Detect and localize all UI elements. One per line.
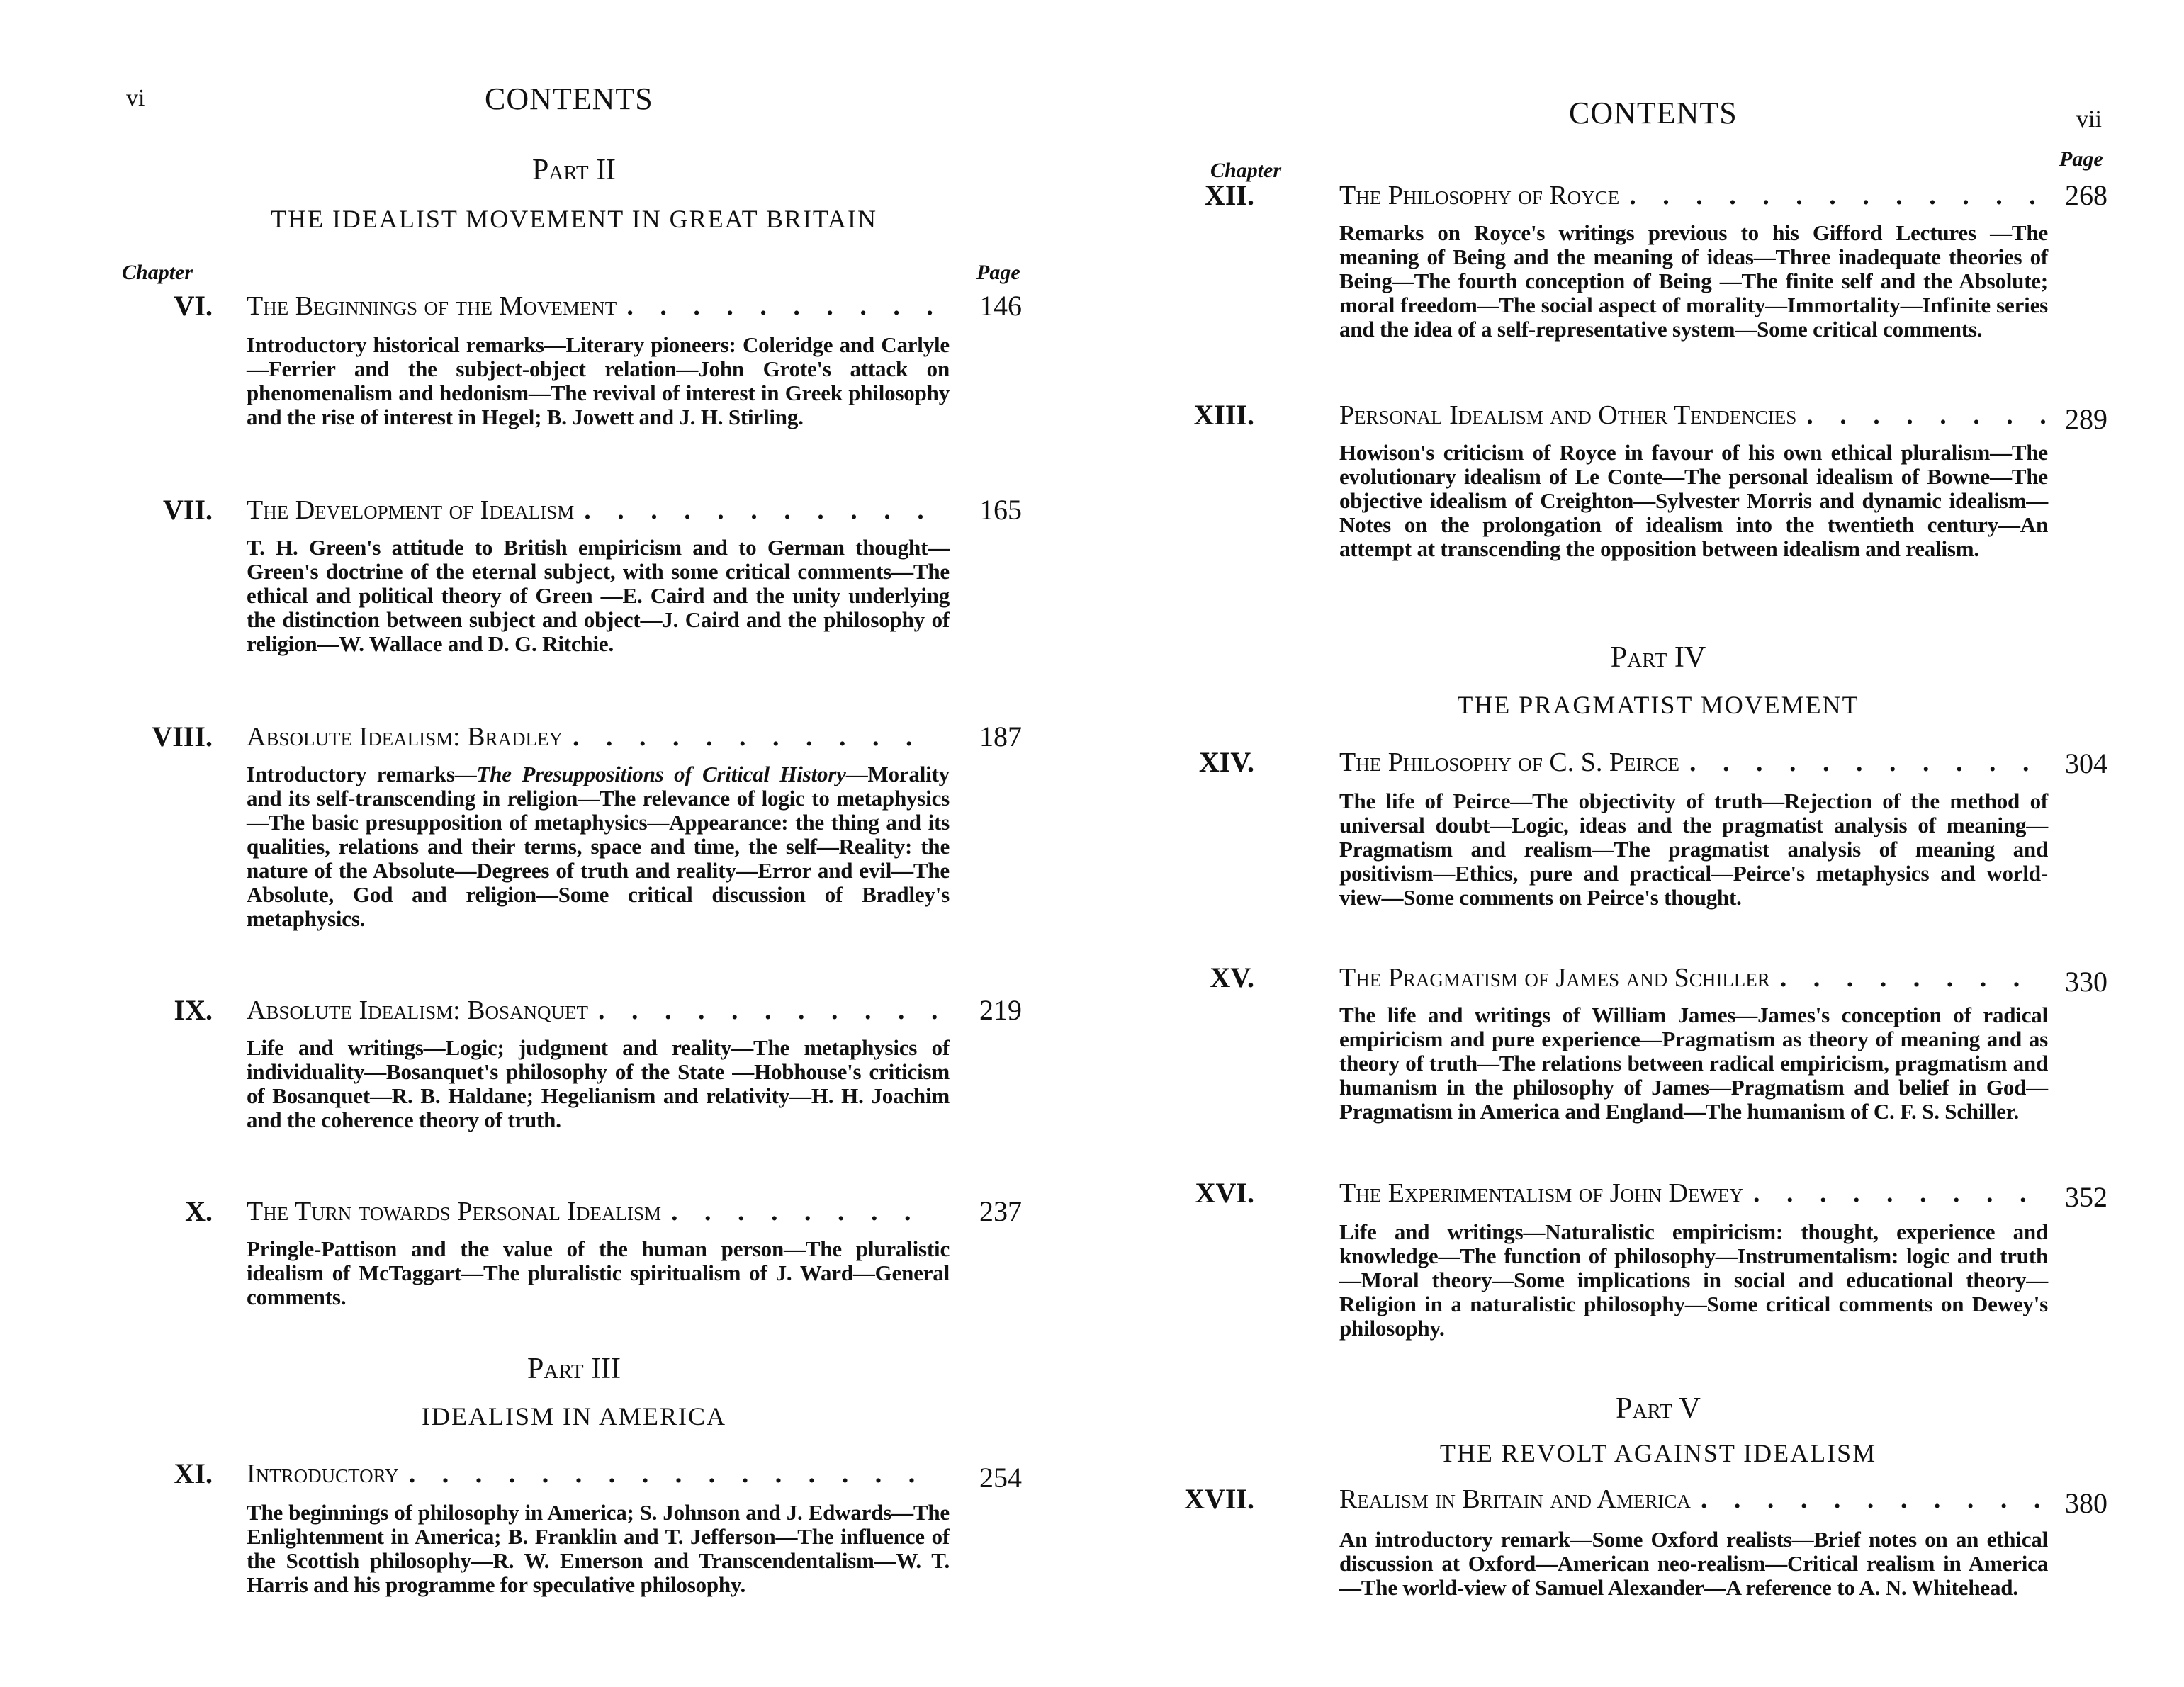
dot-leaders [1701,1484,2045,1515]
chapter-summary: Howison's criticism of Royce in favour of his own ethical pluralism—The evolutionary idealism of Le Conte—The personal idealism of Bowne—The objective idealism of Creighton—Sylvester Morris and dynamic idealism—Notes on the prolongation of idealism into the twentieth century—An attempt at transcending the opposition between idealism and realism. [1339,440,2048,561]
part-subtitle: THE REVOLT AGAINST IDEALISM [1439,1439,1877,1467]
running-head-right: CONTENTS [1569,96,1738,130]
dot-leaders [409,1458,938,1489]
chapter-title: The Philosophy of Royce [1339,181,1620,210]
running-head-left: CONTENTS [485,81,653,116]
chapter-numeral: XVI. [1195,1177,1254,1209]
chapter-numeral: XV. [1210,961,1254,993]
chapter-numeral: VIII. [152,721,213,752]
part-title: Part V [1616,1392,1701,1425]
folio-right: vii [2076,106,2102,132]
chapter-numeral: VI. [174,290,213,322]
chapter-numeral: XI. [174,1457,213,1489]
chapter-numeral: X. [185,1195,213,1227]
chapter-title-line [1339,400,2055,431]
chapter-numeral: XIV. [1198,746,1254,778]
chapter-title: The Development of Idealism [247,495,575,525]
chapter-summary: Remarks on Royce's writings previous to his Gifford Lectures —The meaning of Being and the meaning of ideas—Three inadequate theories of Being—The fourth conception of Being —The finite self and the Absolute; moral freedom—The social aspect of morality—Immortality—Infinite series and the idea of a self-representative system—Some critical comments. [1339,220,2048,342]
dot-leaders [671,1196,938,1227]
chapter-title-line [1339,180,2055,211]
chapter-title: Absolute Idealism: Bosanquet [247,995,588,1025]
dot-leaders [1689,747,2045,778]
chapter-numeral: XII. [1204,179,1254,211]
dot-leaders [1753,1178,2045,1209]
chapter-summary: An introductory remark—Some Oxford realists—Brief notes on an ethical discussion at Oxford—American neo-realism—Critical realism in America—The world-view of Samuel Alexander—A reference to A. N. Whitehead. [1339,1527,2048,1600]
part-title: Part II [531,154,617,186]
chapter-title: Realism in Britain and America [1339,1484,1691,1514]
part-title: Part III [527,1353,621,1385]
chapter-page-number: 289 [2065,403,2107,435]
chapter-title: Absolute Idealism: Bradley [247,722,563,752]
chapter-numeral: XVII. [1184,1483,1254,1515]
chapter-title-line [247,1458,948,1489]
chapter-summary: Life and writings—Logic; judgment and reality—The metaphysics of individuality—Bosanquet's philosophy of the State —Hobhouse's criticism of Bosanquet—R. B. Haldane; Hegelianism and relativity—H. H. Joachim and the coherence theory of truth. [247,1035,950,1132]
dot-leaders [626,290,938,322]
part-subtitle: IDEALISM IN AMERICA [422,1402,726,1431]
part-subtitle: THE IDEALIST MOVEMENT IN GREAT BRITAIN [270,205,878,233]
chapter-page-number: 330 [2065,966,2107,998]
chapter-title: The Beginnings of the Movement [247,291,617,321]
chapter-page-number: 165 [979,494,1022,526]
chapter-numeral: IX. [174,994,213,1026]
dot-leaders [1780,962,2045,993]
page-column-label: Page [2059,147,2103,171]
chapter-title: Introductory [247,1459,399,1489]
chapter-summary: The beginnings of philosophy in America; S. Johnson and J. Edwards—The Enlightenment in America; B. Franklin and T. Jefferson—The influence of the Scottish philosophy—R. W. Emerson and Transcendentalism—W. T. Harris and his programme for speculative philosophy. [247,1500,950,1597]
right-page [1141,0,2184,1687]
chapter-summary: Pringle-Pattison and the value of the human person—The pluralistic idealism of McTaggart—The pluralistic spiritualism of J. Ward—General comments. [247,1236,950,1309]
chapter-page-number: 352 [2065,1181,2107,1213]
chapter-title-line [1339,1178,2055,1209]
chapter-page-number: 237 [979,1195,1022,1227]
part-subtitle: THE PRAGMATIST MOVEMENT [1457,691,1859,719]
chapter-page-number: 254 [979,1462,1022,1494]
chapter-numeral: XIII. [1193,399,1254,431]
dot-leaders [598,995,938,1026]
chapter-title: The Turn towards Personal Idealism [247,1197,662,1226]
chapter-title-line [1339,1484,2055,1515]
folio-left: vi [126,85,145,111]
chapter-page-number: 268 [2065,179,2107,211]
chapter-title-line [247,290,948,322]
chapter-page-number: 187 [979,721,1022,752]
chapter-title-line [247,495,948,526]
dot-leaders [573,721,938,752]
chapter-title-line [1339,962,2055,993]
chapter-page-number: 219 [979,994,1022,1026]
dot-leaders [584,495,938,526]
chapter-title-line [1339,747,2055,778]
chapter-page-number: 380 [2065,1487,2107,1519]
chapter-title: The Philosophy of C. S. Peirce [1339,747,1679,777]
chapter-title: The Pragmatism of James and Schiller [1339,963,1770,993]
chapter-summary: The life of Peirce—The objectivity of truth—Rejection of the method of universal doubt—Logic, ideas and the pragmatist analysis of meaning—Pragmatism and realism—The pragmatist analysis of meaning and positivism—Ethics, pure and practical—Peirce's metaphysics and world-view—Some comments on Peirce's thought. [1339,789,2048,910]
chapter-title: Personal Idealism and Other Tendencies [1339,400,1797,430]
dot-leaders [1806,400,2045,431]
chapter-numeral: VII. [162,494,213,526]
dot-leaders [1629,180,2045,211]
summary-italic-title: The Presuppositions of Critical History [476,762,846,786]
chapter-page-number: 304 [2065,747,2107,779]
chapter-summary: Life and writings—Naturalistic empiricism: thought, experience and knowledge—The function of philosophy—Instrumentalism: logic and truth—Moral theory—Some implications in social and educational theory—Religion in a naturalistic philosophy—Some critical comments on Dewey's philosophy. [1339,1219,2048,1341]
chapter-title-line [247,1196,948,1227]
page-column-label: Page [976,261,1020,284]
left-page [0,0,1049,1687]
chapter-title-line [247,995,948,1026]
chapter-summary [247,762,950,931]
chapter-summary: T. H. Green's attitude to British empiricism and to German thought—Green's doctrine of the eternal subject, with some critical comments—The ethical and political theory of Green —E. Caird and the unity underlying the distinction between subject and object—J. Caird and the philosophy of religion—W. Wallace and D. G. Ritchie. [247,535,950,656]
chapter-page-number: 146 [979,290,1022,322]
part-title: Part IV [1610,641,1706,674]
chapter-title-line [247,721,948,752]
chapter-column-label: Chapter [122,261,193,284]
chapter-summary: The life and writings of William James—James's conception of radical empiricism and pure experience—Pragmatism as theory of meaning and as theory of truth—The relations between radical empiricism, pragmatism and humanism in the philosophy of James—Pragmatism and belief in God—Pragmatism in America and England—The humanism of C. F. S. Schiller. [1339,1003,2048,1124]
chapter-title: The Experimentalism of John Dewey [1339,1178,1743,1208]
chapter-summary: Introductory historical remarks—Literary pioneers: Coleridge and Carlyle—Ferrier and the subject-object relation—John Grote's attack on phenomenalism and hedonism—The revival of interest in Greek philosophy and the rise of interest in Hegel; B. Jowett and J. H. Stirling. [247,332,950,429]
summary-rest: —Morality and its self-transcending in religion—The relevance of logic to metaphysics—The basic presupposition of metaphysics—Appearance: the thing and its qualities, relations and their terms, space and time, the self—Reality: the nature of the Absolute—Degrees of truth and reality—Error and evil—The Absolute, God and religion—Some critical discussion of Bradley's metaphysics. [247,762,950,931]
summary-lead: Introductory remarks— [247,762,477,786]
chapter-column-label: Chapter [1210,159,1282,182]
